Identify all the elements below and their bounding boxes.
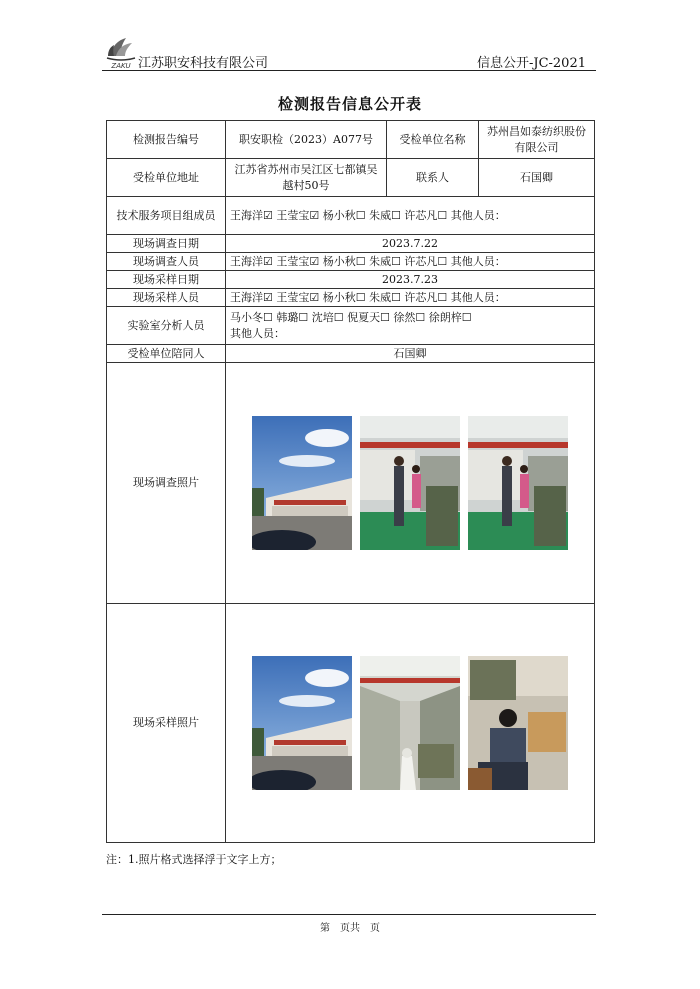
- footer-divider: [102, 914, 596, 915]
- factory-interior-photo-2: [468, 416, 568, 550]
- lab-staff-line-1: 马小冬☐ 韩璐☐ 沈培☐ 倪夏天☐ 徐然☐ 徐朗梓☐: [230, 310, 472, 324]
- lab-staff-value: [226, 307, 595, 345]
- report-no-label: 检测报告编号: [107, 121, 226, 159]
- table-row: [107, 271, 595, 289]
- survey-date-label: 现场调查日期: [107, 235, 226, 253]
- sampling-building-photo: [252, 656, 352, 790]
- team-value: 王海洋☑ 王莹宝☑ 杨小秋☐ 朱威☐ 许芯凡☐ 其他人员：: [226, 197, 595, 235]
- lab-staff-label: 实验室分析人员: [107, 307, 226, 345]
- sampling-staff-label: 现场采样人员: [107, 289, 226, 307]
- sampling-factory-aisle-photo: [360, 656, 460, 790]
- company-name: 江苏职安科技有限公司: [138, 56, 269, 71]
- svg-text:ZAKU: ZAKU: [111, 62, 131, 70]
- contact-value: 石国卿: [479, 159, 595, 197]
- address-value: 江苏省苏州市吴江区七都镇吴越村50号: [226, 159, 387, 197]
- team-label: 技术服务项目组成员: [107, 197, 226, 235]
- table-row: [107, 345, 595, 363]
- survey-photos-label: 现场调查照片: [107, 363, 226, 604]
- survey-date-value: 2023.7.22: [226, 235, 595, 253]
- table-row: [107, 253, 595, 271]
- sampling-photos-label: 现场采样照片: [107, 604, 226, 843]
- sampling-date-value: 2023.7.23: [226, 271, 595, 289]
- document-code: 信息公开-JC-2021: [476, 56, 586, 71]
- report-info-table: [106, 120, 595, 843]
- table-row: [107, 289, 595, 307]
- survey-staff-label: 现场调查人员: [107, 253, 226, 271]
- sampling-date-label: 现场采样日期: [107, 271, 226, 289]
- table-row: [107, 121, 595, 159]
- survey-photos-cell: [226, 363, 595, 604]
- table-row: [107, 604, 595, 843]
- page-number: 第 页共 页: [320, 923, 380, 934]
- address-label: 受检单位地址: [107, 159, 226, 197]
- site-building-photo: [252, 416, 352, 550]
- table-row: [107, 307, 595, 345]
- sampling-worker-photo: [468, 656, 568, 790]
- survey-staff-value: 王海洋☑ 王莹宝☑ 杨小秋☐ 朱威☐ 许芯凡☐ 其他人员：: [226, 253, 595, 271]
- escort-value: 石国卿: [226, 345, 595, 363]
- page-title: 检测报告信息公开表: [277, 95, 422, 113]
- escort-label: 受检单位陪同人: [107, 345, 226, 363]
- table-row: [107, 363, 595, 604]
- sampling-staff-value: 王海洋☑ 王莹宝☑ 杨小秋☐ 朱威☐ 许芯凡☐ 其他人员：: [226, 289, 595, 307]
- sampling-photos-cell: [226, 604, 595, 843]
- header-divider: [102, 70, 596, 71]
- report-no-value: 职安职检（2023）A077号: [226, 121, 387, 159]
- table-row: [107, 159, 595, 197]
- table-row: [107, 235, 595, 253]
- table-row: [107, 197, 595, 235]
- unit-name-value: 苏州昌如泰纺织股份有限公司: [479, 121, 595, 159]
- unit-name-label: 受检单位名称: [387, 121, 479, 159]
- footnote: 注：1.照片格式选择浮于文字上方；: [106, 853, 282, 866]
- contact-label: 联系人: [387, 159, 479, 197]
- factory-interior-photo-1: [360, 416, 460, 550]
- company-logo-icon: [104, 32, 138, 70]
- lab-staff-line-2: 其他人员：: [230, 326, 285, 340]
- page-header: [104, 30, 598, 72]
